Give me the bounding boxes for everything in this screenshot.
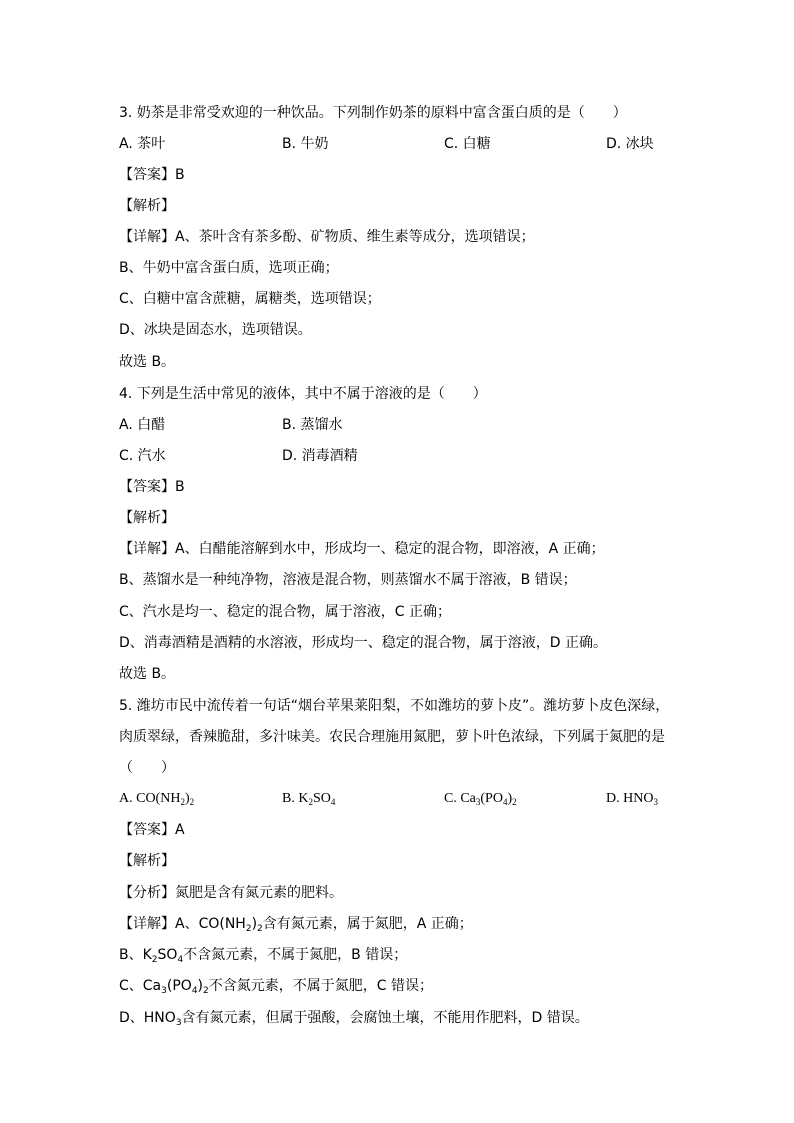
q3-detail-d: D、冰块是固态水，选项错误。 [119,322,312,338]
q4-detail-b: B、蒸馏水是一种纯净物，溶液是混合物，则蒸馏水不属于溶液，B 错误； [119,572,577,588]
q3-option-c: C. 白糖 [444,136,491,152]
q5-option-d: D. $HNO_3$ [606,791,658,807]
q4-detail-d: D、消毒酒精是酒精的水溶液，形成均一、稳定的混合物，属于溶液，D 正确。 [119,635,608,651]
q4-option-a: A. 白醋 [119,417,166,433]
q3-analysis-label: 【解析】 [119,198,175,214]
q5-stem-line-3: （ ） [119,760,175,776]
q4-conclusion: 故选 B。 [119,666,176,682]
q4-stem: 4. 下列是生活中常见的液体，其中不属于溶液的是（ ） [119,386,487,402]
q5-option-b: B. $K_2SO_4$ [282,791,336,807]
q4-detail-c: C、汽水是均一、稳定的混合物，属于溶液，C 正确； [119,604,451,620]
q4-analysis-label: 【解析】 [119,510,175,526]
q5-detail-d: D、$HNO_3$含有氮元素，但属于强酸，会腐蚀土壤，不能用作肥料，D 错误。 [119,1010,589,1028]
q3-stem: 3. 奶茶是非常受欢迎的一种饮品。下列制作奶茶的原料中富含蛋白质的是（ ） [119,105,627,121]
q3-detail-c: C、白糖中富含蔗糖，属糖类，选项错误； [119,291,381,307]
q4-answer: 【答案】B [119,479,185,495]
q4-option-d: D. 消毒酒精 [282,448,358,464]
q3-answer: 【答案】B [119,167,185,183]
q4-detail-a: 【详解】A、白醋能溶解到水中，形成均一、稳定的混合物，即溶液，A 正确； [119,541,605,557]
q3-conclusion: 故选 B。 [119,354,176,370]
q3-option-a: A. 茶叶 [119,136,166,152]
q3-option-b: B. 牛奶 [282,136,329,152]
q5-option-c: C. $Ca_3(PO_4)_2$ [444,791,517,807]
q3-detail-a: 【详解】A、茶叶含有茶多酚、矿物质、维生素等成分，选项错误； [119,229,535,245]
q3-detail-b: B、牛奶中富含蛋白质，选项正确； [119,260,339,276]
q5-option-a: A. $CO(NH_2)_2$ [119,791,195,807]
q5-fenxi: 【分析】氮肥是含有氮元素的肥料。 [119,885,343,901]
q5-detail-c: C、$Ca_3(PO_4)_2$不含氮元素，不属于氮肥，C 错误； [119,978,433,996]
q5-answer: 【答案】A [119,822,185,838]
q5-detail-a: 【详解】A、$CO(NH_2)_2$含有氮元素，属于氮肥，A 正确； [119,916,473,934]
q4-option-c: C. 汽水 [119,448,166,464]
q4-option-b: B. 蒸馏水 [282,417,343,433]
q5-analysis-label: 【解析】 [119,853,175,869]
q5-detail-b: B、$K_2SO_4$不含氮元素，不属于氮肥，B 错误； [119,947,408,965]
q5-stem-line-2: 肉质翠绿，香辣脆甜，多汁味美。农民合理施用氮肥，萝卜叶色浓绿，下列属于氮肥的是 [119,729,665,745]
q3-option-d: D. 冰块 [606,136,654,152]
q5-stem-line-1: 5. 潍坊市民中流传着一句话“烟台苹果莱阳梨，不如潍坊的萝卜皮”。潍坊萝卜皮色深绿， [119,698,670,714]
